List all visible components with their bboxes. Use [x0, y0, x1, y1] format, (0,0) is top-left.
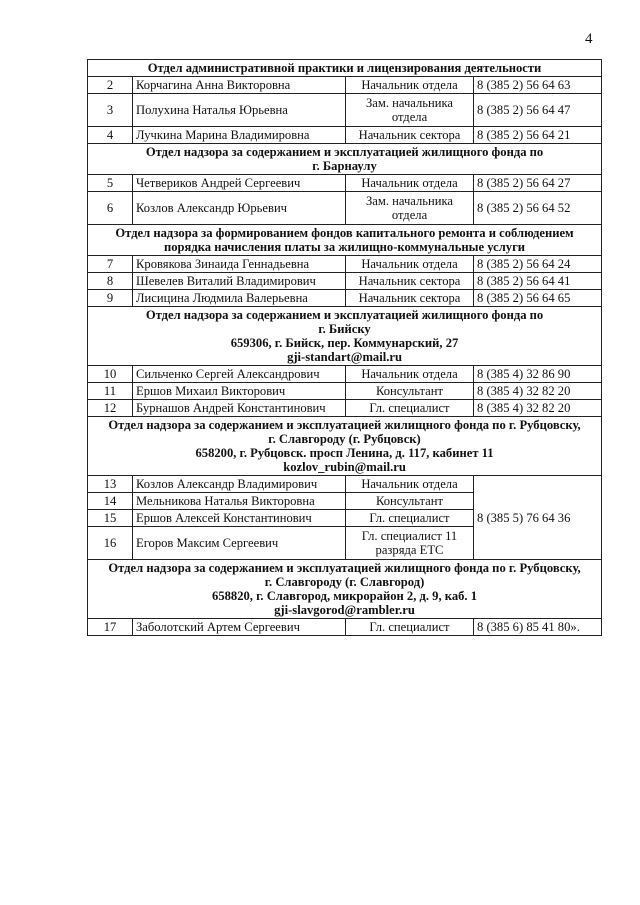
staff-directory-table [87, 59, 602, 636]
employee-name: Лучкина Марина Владимировна [133, 127, 346, 144]
phone-number: 8 (385 2) 56 64 63 [474, 77, 602, 94]
employee-position: Гл. специалист [346, 510, 474, 527]
employee-name: Козлов Александр Юрьевич [133, 192, 346, 225]
section-header-row [88, 60, 602, 77]
employee-name: Ершов Михаил Викторович [133, 383, 346, 400]
section-title [88, 560, 602, 619]
phone-number: 8 (385 2) 56 64 52 [474, 192, 602, 225]
employee-name: Шевелев Виталий Владимирович [133, 273, 346, 290]
page-number: 4 [585, 31, 593, 47]
row-number: 11 [88, 383, 133, 400]
row-number: 6 [88, 192, 133, 225]
section-title-line: gji-standart@mail.ru [287, 350, 402, 364]
employee-position: Гл. специалист 11 разряда ЕТС [346, 527, 474, 560]
phone-number: 8 (385 4) 32 82 20 [474, 400, 602, 417]
section-header-row [88, 307, 602, 366]
employee-position: Начальник сектора [346, 273, 474, 290]
section-title-line: Отдел надзора за содержанием и эксплуатацией жилищного фонда по г. Рубцовску, [108, 561, 581, 575]
section-title-line: Отдел надзора за содержанием и эксплуатацией жилищного фонда по [145, 308, 544, 322]
employee-position: Начальник отдела [346, 476, 474, 493]
row-number: 10 [88, 366, 133, 383]
phone-number: 8 (385 4) 32 82 20 [474, 383, 602, 400]
row-number: 8 [88, 273, 133, 290]
row-number: 14 [88, 493, 133, 510]
section-title-line: г. Славгороду (г. Рубцовск) [268, 432, 421, 446]
employee-name: Сильченко Сергей Александрович [133, 366, 346, 383]
section-title [88, 307, 602, 366]
row-number: 7 [88, 256, 133, 273]
table-row [88, 290, 602, 307]
section-title-line: kozlov_rubin@mail.ru [283, 460, 406, 474]
row-number: 12 [88, 400, 133, 417]
section-header-row [88, 560, 602, 619]
phone-number: 8 (385 2) 56 64 21 [474, 127, 602, 144]
employee-position: Начальник сектора [346, 290, 474, 307]
section-header-row [88, 225, 602, 256]
row-number: 15 [88, 510, 133, 527]
employee-position: Зам. начальника отдела [346, 192, 474, 225]
phone-number: 8 (385 2) 56 64 41 [474, 273, 602, 290]
employee-position: Консультант [346, 493, 474, 510]
employee-name: Ершов Алексей Константинович [133, 510, 346, 527]
employee-name: Полухина Наталья Юрьевна [133, 94, 346, 127]
table-row [88, 273, 602, 290]
table-row [88, 77, 602, 94]
employee-position: Консультант [346, 383, 474, 400]
row-number: 4 [88, 127, 133, 144]
section-title-line: 658200, г. Рубцовск. просп Ленина, д. 117, кабинет 11 [195, 446, 494, 460]
employee-name: Егоров Максим Сергеевич [133, 527, 346, 560]
table-row [88, 127, 602, 144]
row-number: 9 [88, 290, 133, 307]
section-title-line: Отдел надзора за содержанием и эксплуатацией жилищного фонда по [145, 145, 544, 159]
section-title [88, 225, 602, 256]
section-header-row [88, 417, 602, 476]
phone-number: 8 (385 2) 56 64 27 [474, 175, 602, 192]
section-header-row [88, 144, 602, 175]
table-row [88, 400, 602, 417]
section-title-line: Отдел надзора за содержанием и эксплуатацией жилищного фонда по г. Рубцовску, [108, 418, 581, 432]
employee-name: Кровякова Зинаида Геннадьевна [133, 256, 346, 273]
table-row [88, 192, 602, 225]
phone-number: 8 (385 6) 85 41 80». [474, 619, 602, 636]
employee-name: Четвериков Андрей Сергеевич [133, 175, 346, 192]
employee-position: Начальник отдела [346, 366, 474, 383]
section-title [88, 417, 602, 476]
table-row [88, 256, 602, 273]
employee-name: Корчагина Анна Викторовна [133, 77, 346, 94]
section-title-line: порядка начисления платы за жилищно-коммунальные услуги [163, 240, 526, 254]
employee-name: Мельникова Наталья Викторовна [133, 493, 346, 510]
employee-position: Начальник отдела [346, 175, 474, 192]
employee-name: Козлов Александр Владимирович [133, 476, 346, 493]
table-row [88, 476, 602, 493]
table-row [88, 619, 602, 636]
employee-position: Начальник отдела [346, 77, 474, 94]
phone-number: 8 (385 4) 32 86 90 [474, 366, 602, 383]
section-title-line: г. Бийску [318, 322, 371, 336]
row-number: 2 [88, 77, 133, 94]
row-number: 5 [88, 175, 133, 192]
employee-name: Лисицина Людмила Валерьевна [133, 290, 346, 307]
section-title-line: Отдел надзора за формированием фондов капитального ремонта и соблюдением [115, 226, 574, 240]
employee-name: Заболотский Артем Сергеевич [133, 619, 346, 636]
employee-position: Гл. специалист [346, 400, 474, 417]
table-row [88, 175, 602, 192]
phone-number: 8 (385 2) 56 64 47 [474, 94, 602, 127]
employee-position: Зам. начальника отдела [346, 94, 474, 127]
section-title-line: gji-slavgorod@rambler.ru [274, 603, 415, 617]
section-title-line: Отдел административной практики и лицензирования деятельности [147, 61, 542, 75]
row-number: 3 [88, 94, 133, 127]
phone-number: 8 (385 5) 76 64 36 [474, 476, 602, 560]
table-row [88, 366, 602, 383]
row-number: 16 [88, 527, 133, 560]
section-title-line: 659306, г. Бийск, пер. Коммунарский, 27 [230, 336, 459, 350]
phone-number: 8 (385 2) 56 64 24 [474, 256, 602, 273]
section-title-line: 658820, г. Славгород, микрорайон 2, д. 9, каб. 1 [212, 589, 478, 603]
table-row [88, 94, 602, 127]
employee-position: Начальник отдела [346, 256, 474, 273]
section-title [88, 60, 602, 77]
section-title-line: г. Славгороду (г. Славгород) [264, 575, 425, 589]
section-title [88, 144, 602, 175]
employee-position: Гл. специалист [346, 619, 474, 636]
row-number: 17 [88, 619, 133, 636]
phone-number: 8 (385 2) 56 64 65 [474, 290, 602, 307]
section-title-line: г. Барнаулу [312, 159, 377, 173]
row-number: 13 [88, 476, 133, 493]
employee-position: Начальник сектора [346, 127, 474, 144]
table-row [88, 383, 602, 400]
employee-name: Бурнашов Андрей Константинович [133, 400, 346, 417]
